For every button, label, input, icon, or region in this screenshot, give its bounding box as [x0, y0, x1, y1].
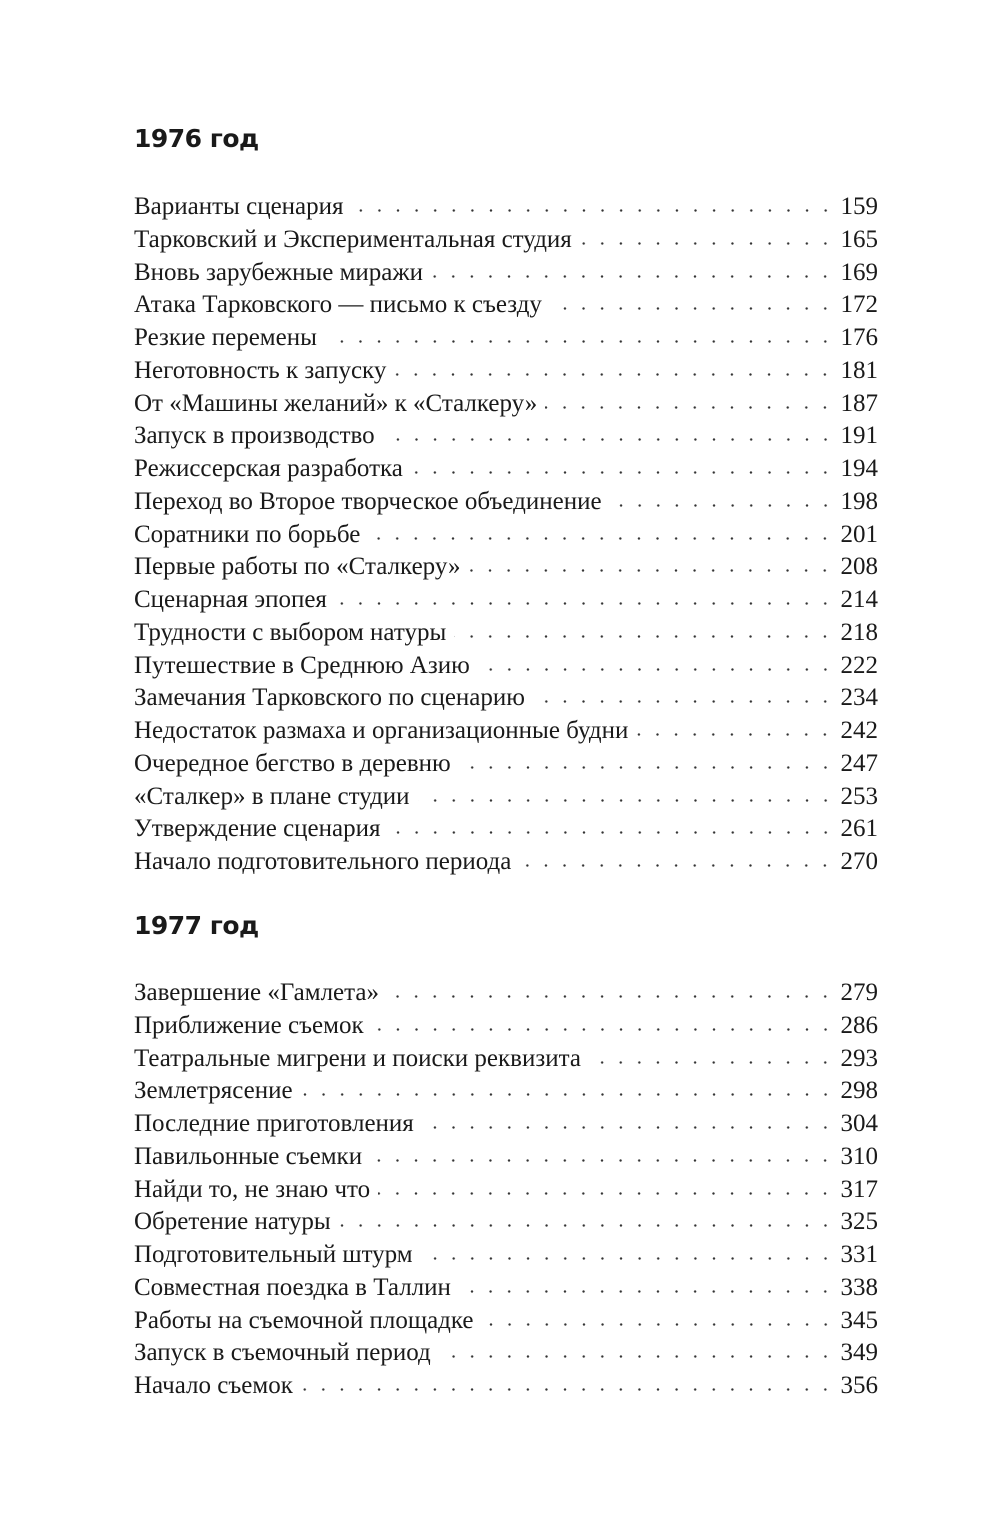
dot-leader [421, 1257, 835, 1260]
dot-leader [431, 275, 834, 278]
toc-entry-title: Запуск в съемочный период [134, 1339, 431, 1367]
toc-list-1977 [134, 977, 878, 1403]
toc-entry-page-number: 317 [840, 1175, 878, 1203]
toc-entry[interactable] [134, 1272, 878, 1305]
toc-entry-page-number: 181 [840, 356, 878, 384]
toc-entry[interactable] [134, 1337, 878, 1370]
toc-entry[interactable] [134, 191, 878, 224]
toc-entry[interactable] [134, 1174, 878, 1207]
toc-entry-page-number: 198 [840, 487, 878, 515]
toc-entry-title: Начало съемок [134, 1372, 293, 1399]
toc-entry-page-number: 253 [840, 782, 878, 810]
toc-entry-page-number: 214 [840, 586, 878, 613]
toc-entry[interactable] [134, 224, 878, 257]
toc-entry[interactable] [134, 486, 878, 519]
toc-entry-page-number: 286 [840, 1011, 878, 1039]
toc-entry[interactable] [134, 1206, 878, 1239]
toc-entry[interactable] [134, 977, 878, 1010]
toc-entry-page-number: 293 [840, 1044, 878, 1072]
toc-entry-page-number: 349 [840, 1339, 878, 1367]
dot-leader [580, 242, 835, 245]
toc-entry[interactable] [134, 715, 878, 748]
toc-entry-title: Неготовность к запуску [134, 356, 387, 384]
dot-leader [459, 766, 835, 769]
toc-entry-title: Совместная поездка в Таллин [134, 1273, 451, 1301]
toc-entry[interactable] [134, 1075, 878, 1108]
toc-entry-page-number: 191 [840, 422, 878, 450]
dot-leader [389, 831, 835, 834]
toc-entry[interactable] [134, 420, 878, 453]
toc-entry-title: Соратники по борьбе [134, 520, 361, 548]
toc-entry-page-number: 234 [840, 684, 878, 712]
toc-entry[interactable] [134, 617, 878, 650]
toc-entry-title: «Сталкер» в плане студии [134, 782, 410, 810]
toc-entry-page-number: 187 [840, 389, 878, 417]
toc-entry[interactable] [134, 519, 878, 552]
toc-entry-title: Очередное бегство в деревню [134, 749, 451, 777]
dot-leader [459, 1290, 835, 1293]
dot-leader [478, 668, 835, 671]
dot-leader [610, 504, 835, 507]
toc-entry-page-number: 356 [840, 1372, 878, 1399]
toc-entry-title: Завершение «Гамлета» [134, 979, 379, 1006]
toc-entry-title: Подготовительный штурм [134, 1241, 413, 1268]
toc-entry-title: Землетрясение [134, 1077, 293, 1105]
dot-leader [370, 1159, 834, 1162]
toc-entry[interactable] [134, 355, 878, 388]
toc-entry-title: Найди то, не знаю что [134, 1175, 371, 1203]
dot-leader [545, 406, 834, 409]
toc-entry[interactable] [134, 289, 878, 322]
toc-entry-page-number: 331 [840, 1241, 878, 1268]
toc-entry-title: От «Машины желаний» к «Сталкеру» [134, 389, 538, 417]
dot-leader [378, 1192, 834, 1195]
toc-entry[interactable] [134, 257, 878, 290]
toc-entry[interactable] [134, 1108, 878, 1141]
dot-leader [454, 635, 834, 638]
toc-entry-title: Павильонные съемки [134, 1142, 363, 1170]
toc-entry-page-number: 194 [840, 455, 878, 482]
dot-leader [439, 1355, 835, 1358]
toc-entry-title: Режиссерская разработка [134, 455, 403, 482]
toc-entry[interactable] [134, 388, 878, 421]
toc-entry-title: Вновь зарубежные миражи [134, 258, 424, 286]
toc-entry-title: Первые работы по «Сталкеру» [134, 553, 461, 581]
dot-leader [301, 1093, 835, 1096]
toc-entry-page-number: 338 [840, 1273, 878, 1301]
toc-entry-title: Варианты сценария [134, 193, 344, 220]
toc-entry-title: Запуск в производство [134, 422, 375, 450]
section-title-1976: 1976 год [134, 124, 259, 153]
dot-leader [482, 1323, 835, 1326]
toc-entry-page-number: 176 [840, 324, 878, 351]
toc-entry-title: Путешествие в Среднюю Азию [134, 651, 470, 679]
dot-leader [411, 471, 835, 474]
toc-entry[interactable] [134, 748, 878, 781]
dot-leader [339, 1224, 835, 1227]
toc-entry[interactable] [134, 813, 878, 846]
toc-entry[interactable] [134, 682, 878, 715]
toc-entry-title: Обретение натуры [134, 1208, 331, 1236]
toc-entry-title: Трудности с выбором натуры [134, 618, 447, 646]
toc-entry-page-number: 270 [840, 848, 878, 875]
toc-entry-title: Утверждение сценария [134, 815, 381, 843]
toc-entry-title: Атака Тарковского — письмо к съезду [134, 291, 542, 319]
toc-entry[interactable] [134, 453, 878, 486]
toc-entry[interactable] [134, 1043, 878, 1076]
toc-entry-title: Резкие перемены [134, 324, 317, 351]
toc-entry-title: Сценарная эпопея [134, 586, 327, 613]
toc-entry-page-number: 247 [840, 749, 878, 777]
toc-entry-page-number: 201 [840, 520, 878, 548]
dot-leader [335, 602, 835, 605]
toc-entry[interactable] [134, 1305, 878, 1338]
toc-entry-title: Театральные мигрени и поиски реквизита [134, 1044, 581, 1072]
dot-leader [519, 864, 834, 867]
toc-entry-page-number: 325 [840, 1208, 878, 1236]
toc-entry[interactable] [134, 1141, 878, 1174]
toc-entry[interactable] [134, 650, 878, 683]
toc-entry[interactable] [134, 551, 878, 584]
dot-leader [418, 799, 835, 802]
toc-entry-page-number: 218 [840, 618, 878, 646]
dot-leader [589, 1061, 835, 1064]
toc-entry-title: Приближение съемок [134, 1011, 364, 1039]
toc-entry-title: Начало подготовительного периода [134, 848, 512, 875]
toc-entry-page-number: 165 [840, 225, 878, 253]
dot-leader [533, 700, 835, 703]
toc-list-1976 [134, 191, 878, 879]
toc-entry-title: Недостаток размаха и организационные будни [134, 717, 629, 744]
toc-entry-title: Последние приготовления [134, 1110, 414, 1137]
toc-entry-page-number: 261 [840, 815, 878, 843]
dot-leader [422, 1126, 835, 1129]
toc-entry-title: Тарковский и Экспериментальная студия [134, 225, 572, 253]
toc-entry-page-number: 208 [840, 553, 878, 581]
toc-entry-page-number: 159 [840, 193, 878, 220]
toc-entry[interactable] [134, 846, 878, 879]
toc-entry-page-number: 298 [840, 1077, 878, 1105]
toc-entry[interactable] [134, 1370, 878, 1403]
toc-entry[interactable] [134, 1010, 878, 1043]
toc-entry-page-number: 172 [840, 291, 878, 319]
section-title-1977: 1977 год [134, 911, 259, 940]
dot-leader [468, 569, 834, 572]
dot-leader [368, 537, 834, 540]
toc-entry-title: Переход во Второе творческое объединение [134, 487, 602, 515]
dot-leader [383, 438, 835, 441]
toc-entry-page-number: 310 [840, 1142, 878, 1170]
dot-leader [301, 1388, 835, 1391]
dot-leader [372, 1028, 835, 1031]
dot-leader [550, 307, 835, 310]
dot-leader [394, 373, 834, 376]
toc-entry-title: Работы на съемочной площадке [134, 1306, 474, 1334]
toc-entry-title: Замечания Тарковского по сценарию [134, 684, 525, 712]
toc-entry-page-number: 242 [840, 717, 878, 744]
toc-entry-page-number: 345 [840, 1306, 878, 1334]
toc-entry[interactable] [134, 1239, 878, 1272]
dot-leader [387, 995, 835, 998]
dot-leader [352, 209, 835, 212]
toc-entry-page-number: 304 [840, 1110, 878, 1137]
toc-entry[interactable] [134, 322, 878, 355]
toc-entry-page-number: 222 [840, 651, 878, 679]
toc-entry-page-number: 279 [840, 979, 878, 1006]
dot-leader [325, 340, 835, 343]
dot-leader [636, 733, 834, 736]
toc-entry[interactable] [134, 781, 878, 814]
toc-entry[interactable] [134, 584, 878, 617]
toc-entry-page-number: 169 [840, 258, 878, 286]
